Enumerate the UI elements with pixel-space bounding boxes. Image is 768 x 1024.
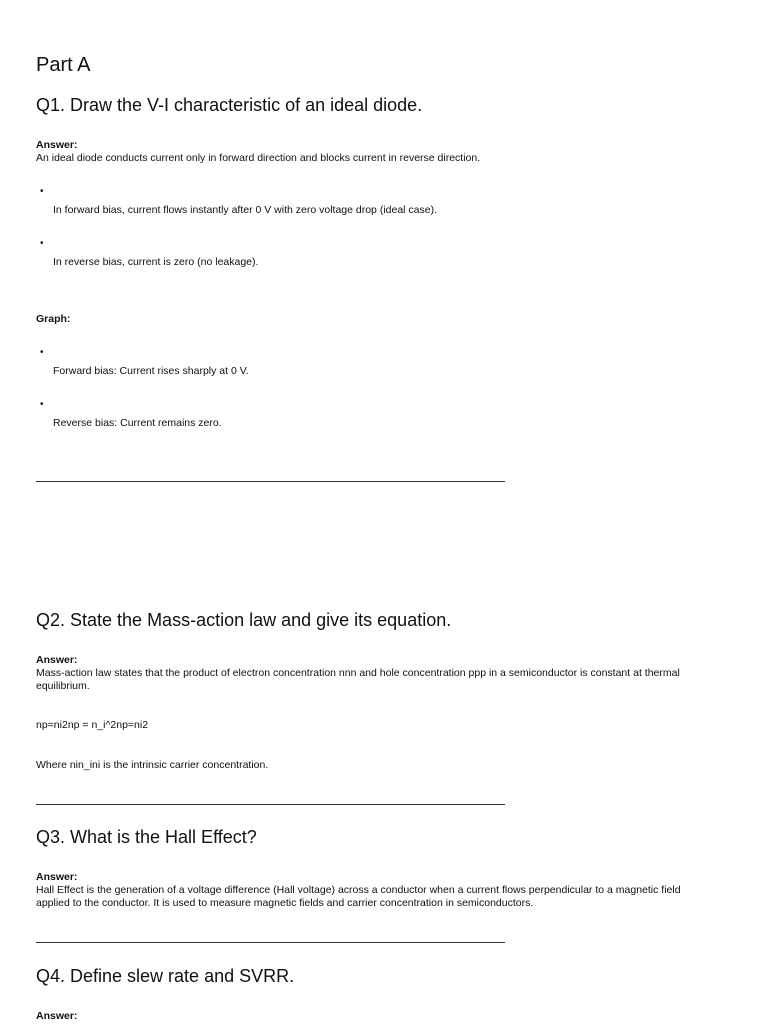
question-2-answer-label: Answer: [36,654,78,666]
bullet-icon: • [40,347,44,358]
question-3-answer-line-2: applied to the conductor. It is used to measure magnetic fields and carrier concentration in semiconductors. [36,897,534,909]
question-4-answer-label: Answer: [36,1010,78,1022]
bullet-icon: • [40,238,44,249]
question-1-bullet-2: In reverse bias, current is zero (no leakage). [53,256,259,268]
question-3-title: Q3. What is the Hall Effect? [36,827,257,847]
bullet-icon: • [40,399,44,410]
question-3-answer-label: Answer: [36,871,78,883]
question-1-graph-label: Graph: [36,313,71,325]
part-title: Part A [36,54,91,76]
question-2-answer-line-1: Mass-action law states that the product of electron concentration nnn and hole concentration ppp in a semiconductor is constant at thermal [36,667,680,679]
question-1-title: Q1. Draw the V-I characteristic of an ideal diode. [36,95,423,115]
section-divider [36,481,505,482]
section-divider [36,804,505,805]
question-1-graph-bullet-1: Forward bias: Current rises sharply at 0 V. [53,365,249,377]
question-3-answer-line-1: Hall Effect is the generation of a voltage difference (Hall voltage) across a conductor when a current flows perpendicular to a magnetic field [36,884,681,896]
question-1-bullet-1: In forward bias, current flows instantly after 0 V with zero voltage drop (ideal case). [53,204,438,216]
question-2-equation: np=ni2np = n_i^2np=ni2 [36,719,149,731]
bullet-icon: • [40,186,44,197]
question-1-graph-bullet-2: Reverse bias: Current remains zero. [53,417,222,429]
question-1-answer-label: Answer: [36,139,78,151]
section-divider [36,942,505,943]
question-2-title: Q2. State the Mass-action law and give its equation. [36,610,452,630]
question-2-where-text: Where nin_ini is the intrinsic carrier concentration. [36,759,269,771]
question-2-answer-line-2: equilibrium. [36,680,90,692]
question-1-answer-text: An ideal diode conducts current only in forward direction and blocks current in reverse direction. [36,152,481,164]
question-4-title: Q4. Define slew rate and SVRR. [36,966,295,986]
